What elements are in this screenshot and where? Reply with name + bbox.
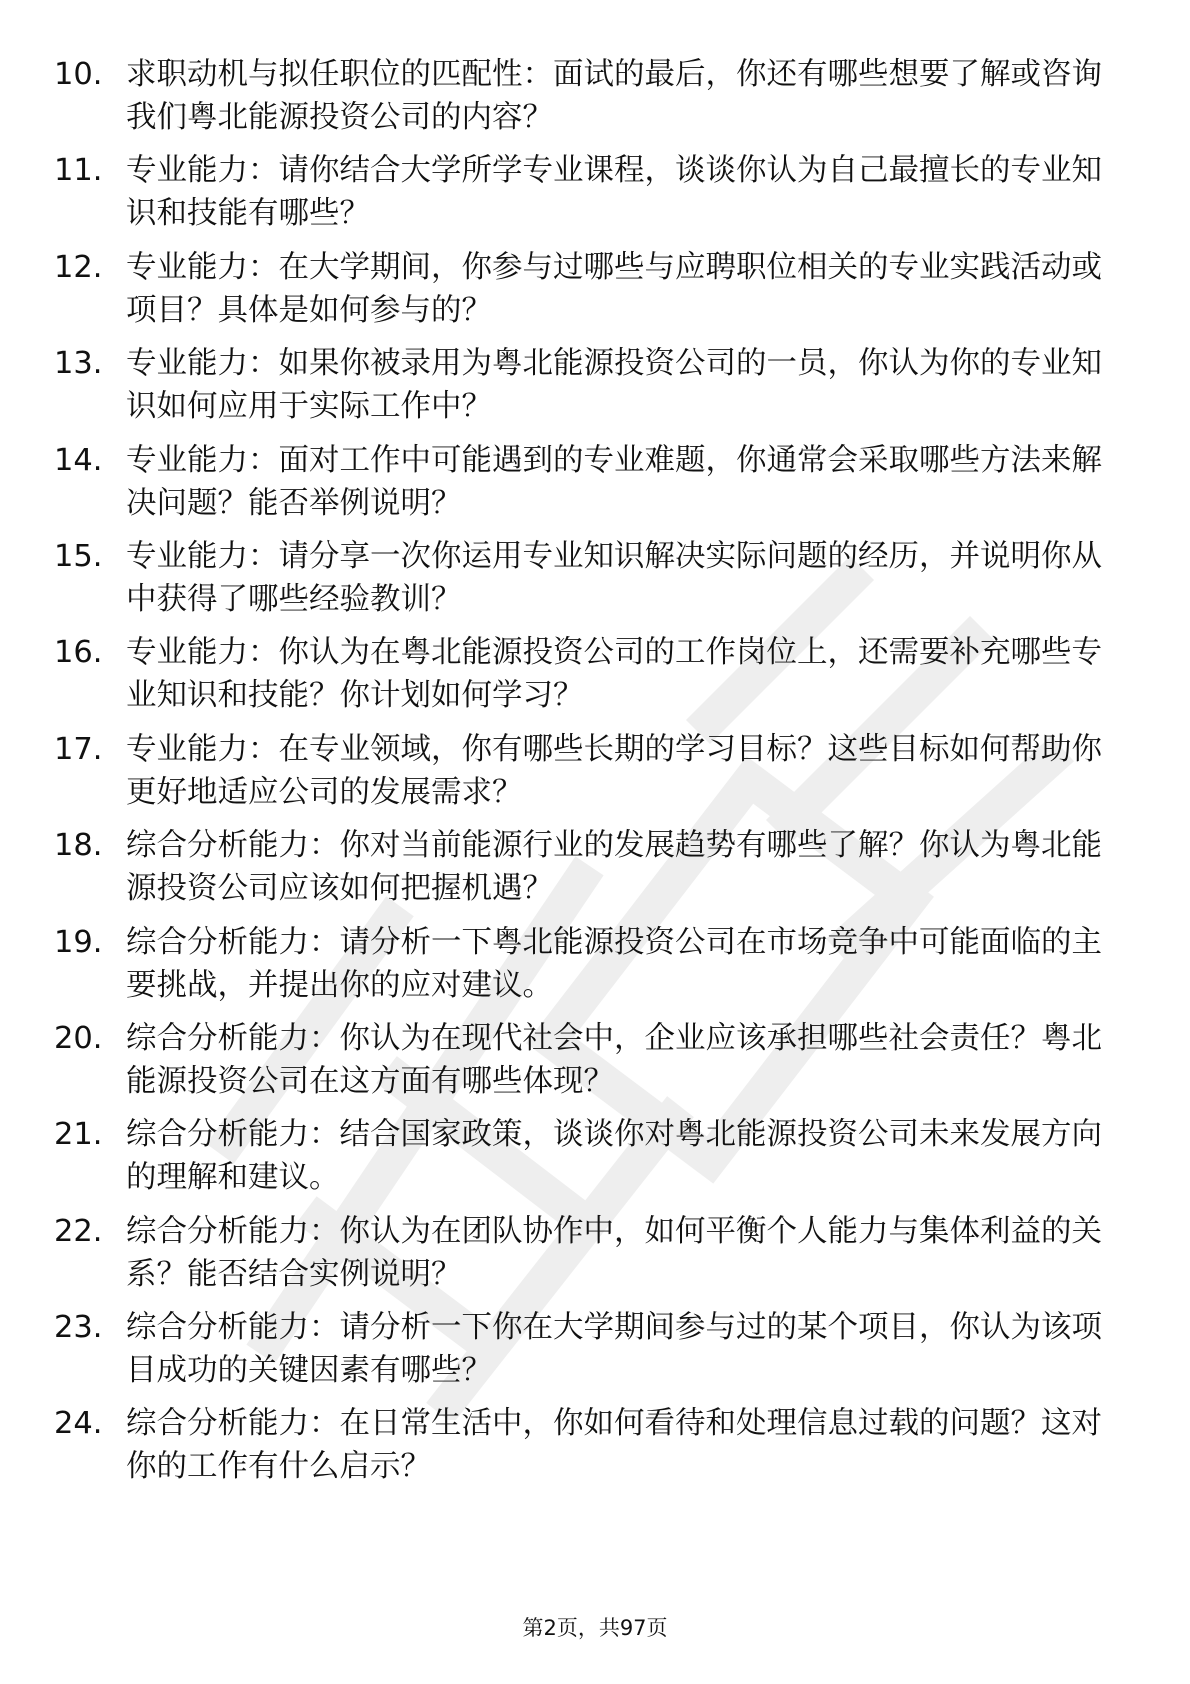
question-text: 专业能力：你认为在粤北能源投资公司的工作岗位上，还需要补充哪些专业知识和技能？你计划如何学习？ [126,635,1102,714]
question-text: 专业能力：请你结合大学所学专业课程，谈谈你认为自己最擅长的专业知识和技能有哪些？ [126,153,1102,232]
question-number: 24. [54,1406,103,1442]
question-text: 综合分析能力：请分析一下你在大学期间参与过的某个项目，你认为该项目成功的关键因素有哪些？ [126,1310,1102,1389]
question-item [54,53,1124,149]
question-item [54,535,1124,631]
question-number: 10. [54,57,103,92]
question-item [54,1306,1124,1402]
question-item [54,246,1124,342]
question-text: 综合分析能力：在日常生活中，你如何看待和处理信息过载的问题？这对你的工作有什么启示？ [126,1406,1102,1485]
question-number: 21. [54,1117,103,1153]
question-item [54,631,1124,727]
question-text: 综合分析能力：你认为在团队协作中，如何平衡个人能力与集体利益的关系？能否结合实例说明？ [126,1213,1102,1292]
question-number: 19. [54,924,103,960]
question-text: 综合分析能力：请分析一下粤北能源投资公司在市场竞争中可能面临的主要挑战，并提出你的应对建议。 [126,924,1102,1003]
question-text: 综合分析能力：结合国家政策，谈谈你对粤北能源投资公司未来发展方向的理解和建议。 [126,1117,1102,1196]
question-item [54,1210,1124,1306]
question-number: 12. [54,249,103,285]
question-number: 13. [54,346,103,382]
question-text: 专业能力：在专业领域，你有哪些长期的学习目标？这些目标如何帮助你更好地适应公司的发展需求？ [126,731,1102,810]
question-item [54,1402,1124,1498]
question-list [54,53,1124,1499]
question-text: 综合分析能力：你认为在现代社会中，企业应该承担哪些社会责任？粤北能源投资公司在这方面有哪些体现？ [126,1020,1102,1099]
question-number: 17. [54,731,103,767]
question-number: 18. [54,828,103,864]
question-text: 求职动机与拟任职位的匹配性：面试的最后，你还有哪些想要了解或咨询我们粤北能源投资公司的内容？ [126,57,1102,135]
question-item [54,1017,1124,1113]
question-number: 11. [54,153,103,189]
question-text: 专业能力：如果你被录用为粤北能源投资公司的一员，你认为你的专业知识如何应用于实际工作中？ [126,346,1102,425]
question-text: 专业能力：面对工作中可能遇到的专业难题，你通常会采取哪些方法来解决问题？能否举例说明？ [126,442,1102,521]
question-item [54,824,1124,920]
question-number: 20. [54,1020,103,1056]
question-item [54,728,1124,824]
question-text: 专业能力：请分享一次你运用专业知识解决实际问题的经历，并说明你从中获得了哪些经验教训？ [126,538,1102,617]
question-number: 16. [54,635,103,671]
question-item [54,342,1124,438]
question-item [54,1113,1124,1209]
question-item [54,149,1124,245]
question-text: 综合分析能力：你对当前能源行业的发展趋势有哪些了解？你认为粤北能源投资公司应该如何把握机遇？ [126,828,1102,907]
question-text: 专业能力：在大学期间，你参与过哪些与应聘职位相关的专业实践活动或项目？具体是如何参与的？ [126,249,1102,328]
question-number: 23. [54,1310,103,1346]
page-footer: 第2页，共97页 [522,1616,668,1640]
question-number: 15. [54,538,103,574]
question-item [54,921,1124,1017]
question-number: 22. [54,1213,103,1249]
question-number: 14. [54,442,103,478]
question-item [54,439,1124,535]
